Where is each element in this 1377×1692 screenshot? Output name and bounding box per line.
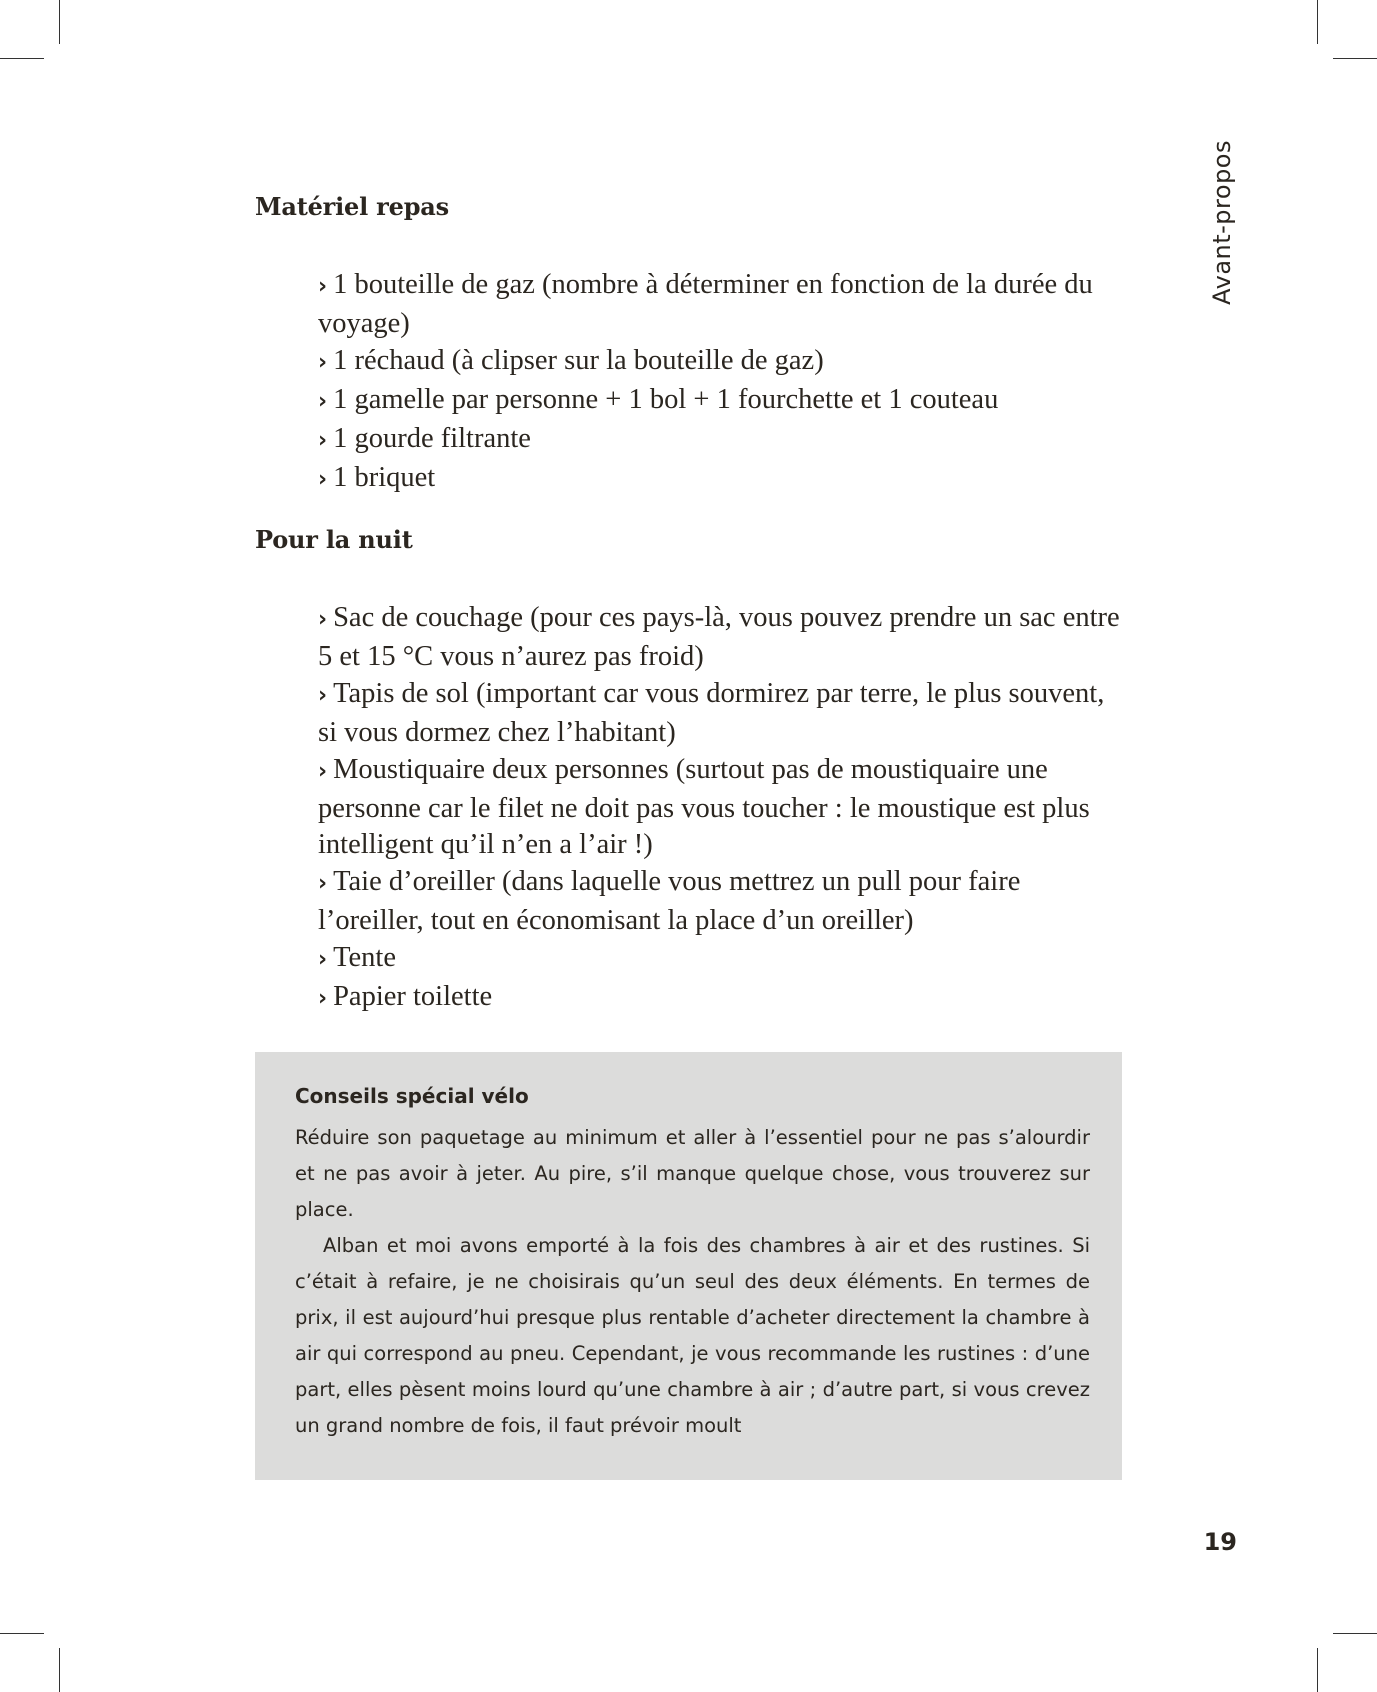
- list-item: › Tapis de sol (important car vous dormirez par terre, le plus souvent, si vous dormez chez l’habitant): [318, 677, 1105, 748]
- crop-mark: [1333, 58, 1377, 59]
- chevron-right-icon: ›: [318, 274, 328, 299]
- chevron-right-icon: ›: [318, 388, 328, 414]
- crop-mark: [1333, 1633, 1377, 1634]
- crop-mark: [1317, 0, 1318, 44]
- night-equipment-list: [318, 600, 1128, 1018]
- page-number: 19: [1203, 1528, 1237, 1556]
- list-item: › 1 réchaud (à clipser sur la bouteille de gaz): [318, 344, 824, 376]
- section-title-night: Pour la nuit: [255, 525, 413, 554]
- chevron-right-icon: ›: [318, 871, 328, 897]
- tip-paragraph: Alban et moi avons emporté à la fois des chambres à air et des rustines. Si c’était à refaire, je ne choisirais qu’un seul des deux éléments. En termes de prix, il est aujourd’hui presque plus rentable d’acheter directement la chambre à air qui correspond au pneu. Cependant, je vous recommande les rustines : d’une part, elles pèsent moins lourd qu’une chambre à air ; d’autre part, si vous crevez un grand nombre de fois, il faut prévoir moult: [295, 1234, 1090, 1437]
- chevron-right-icon: ›: [318, 947, 328, 973]
- crop-mark: [59, 1648, 60, 1692]
- chevron-right-icon: ›: [318, 607, 328, 632]
- list-item: › 1 bouteille de gaz (nombre à déterminer en fonction de la durée du voyage): [318, 269, 1093, 339]
- chevron-right-icon: ›: [318, 986, 328, 1012]
- chevron-right-icon: ›: [318, 427, 328, 453]
- chevron-right-icon: ›: [318, 758, 328, 784]
- list-item: › 1 briquet: [318, 461, 436, 493]
- crop-mark: [1317, 1648, 1318, 1692]
- list-item: › Sac de couchage (pour ces pays-là, vous pouvez prendre un sac entre 5 et 15 °C vous n’aurez pas froid): [318, 602, 1120, 672]
- tip-box: [255, 1052, 1122, 1480]
- tip-box-title: Conseils spécial vélo: [295, 1084, 529, 1108]
- running-header: Avant-propos: [1208, 140, 1236, 305]
- crop-mark: [0, 1633, 44, 1634]
- list-item: › 1 gourde filtrante: [318, 422, 531, 454]
- crop-mark: [0, 58, 44, 59]
- list-item: › Taie d’oreiller (dans laquelle vous mettrez un pull pour faire l’oreiller, tout en économisant la place d’un oreiller): [318, 866, 1021, 937]
- tip-paragraph: Réduire son paquetage au minimum et aller à l’essentiel pour ne pas s’alourdir et ne pas avoir à jeter. Au pire, s’il manque quelque chose, vous trouverez sur place.: [295, 1126, 1090, 1221]
- crop-mark: [59, 0, 60, 44]
- meal-equipment-list: [318, 267, 1128, 498]
- chevron-right-icon: ›: [318, 349, 328, 375]
- chevron-right-icon: ›: [318, 466, 328, 492]
- list-item: › Moustiquaire deux personnes (surtout pas de moustiquaire une personne car le filet ne doit pas vous toucher : le moustique est plus intelligent qu’il n’en a l’air !): [318, 753, 1090, 861]
- list-item: › Tente: [318, 942, 396, 974]
- list-item: › Papier toilette: [318, 981, 493, 1013]
- tip-box-body: [295, 1120, 1090, 1444]
- list-item: › 1 gamelle par personne + 1 bol + 1 fourchette et 1 couteau: [318, 383, 999, 415]
- chevron-right-icon: ›: [318, 682, 328, 708]
- section-title-meal: Matériel repas: [255, 192, 449, 221]
